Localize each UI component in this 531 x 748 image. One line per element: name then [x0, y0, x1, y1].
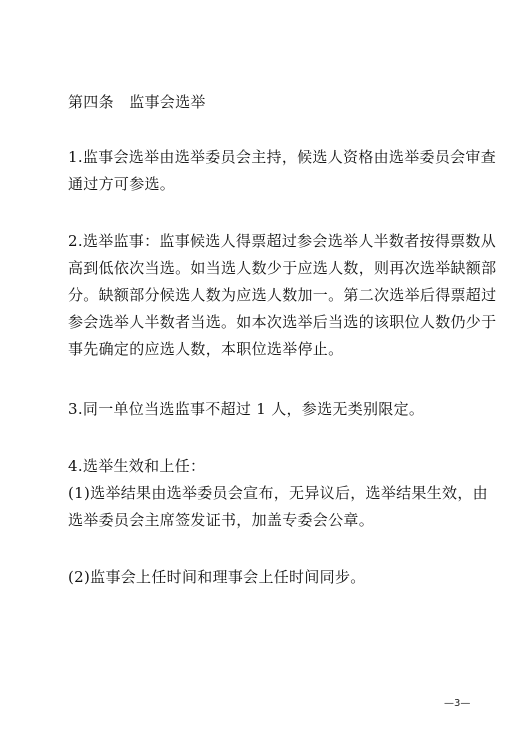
paragraph-line: 4.选举生效和上任：: [68, 457, 206, 475]
paragraph-line: 分。缺额部分候选人数为应选人数加一。第二次选举后得票超过: [68, 286, 497, 304]
paragraph-line: 事先确定的应选人数，本职位选举停止。: [68, 340, 344, 358]
paragraph-line: 3.同一单位当选监事不超过 1 人，参选无类别限定。: [68, 400, 425, 418]
paragraph-1: [68, 144, 497, 198]
paragraph-line: 2.选举监事：监事候选人得票超过参会选举人半数者按得票数从: [68, 232, 497, 250]
paragraph-line: 通过方可参选。: [68, 175, 176, 193]
page-number: —3—: [444, 698, 471, 709]
paragraph-line: 高到低依次当选。如当选人数少于应选人数，则再次选举缺额部: [68, 259, 497, 277]
heading-line: 第四条 监事会选举: [68, 93, 206, 111]
paragraph-3: [68, 396, 478, 423]
paragraph-line: (2)监事会上任时间和理事会上任时间同步。: [68, 568, 366, 586]
paragraph-5: [68, 564, 478, 591]
paragraph-line: 1.监事会选举由选举委员会主持，候选人资格由选举委员会审查: [68, 148, 497, 166]
paragraph-2: [68, 228, 497, 363]
article-heading: [68, 89, 478, 116]
paragraph-line: (1)选举结果由选举委员会宣布，无异议后，选举结果生效，由: [68, 484, 488, 502]
paragraph-line: 选举委员会主席签发证书，加盖专委会公章。: [68, 511, 375, 529]
paragraph-4: [68, 453, 488, 534]
paragraph-line: 参会选举人半数者当选。如本次选举后当选的该职位人数仍少于: [68, 313, 497, 331]
